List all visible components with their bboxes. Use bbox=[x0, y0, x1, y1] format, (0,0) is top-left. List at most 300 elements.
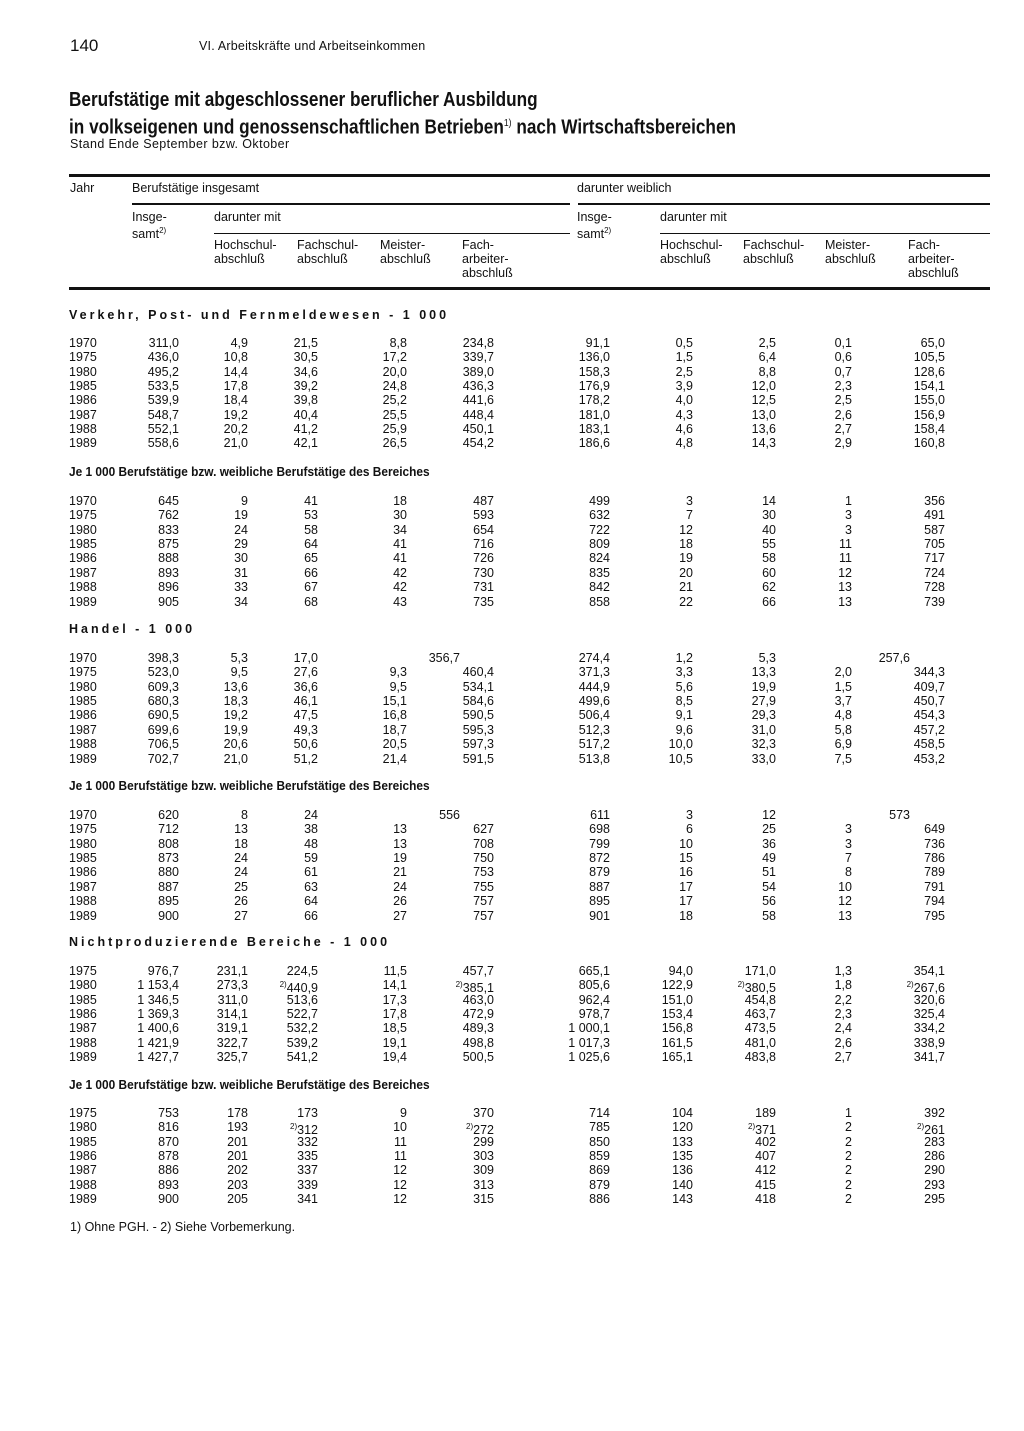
cell-value: 30 bbox=[393, 508, 407, 523]
cell-value: 13 bbox=[234, 822, 248, 837]
cell-value: 27,9 bbox=[751, 694, 776, 708]
cell-value: 58 bbox=[304, 522, 318, 537]
cell-value: 879 bbox=[589, 1177, 610, 1192]
cell-value: 895 bbox=[158, 894, 179, 909]
cell-female-total bbox=[579, 365, 610, 379]
cell-value: 56 bbox=[762, 894, 776, 909]
cell-value: 18,3 bbox=[223, 694, 248, 708]
cell-value: 19 bbox=[234, 508, 248, 523]
cell-value: 900 bbox=[158, 908, 179, 923]
cell-value: 513,8 bbox=[578, 751, 610, 766]
cell-female-total bbox=[568, 1050, 610, 1064]
cell-value: 50,6 bbox=[293, 737, 318, 752]
cell-value: 314,1 bbox=[216, 1007, 248, 1021]
table-row bbox=[0, 665, 1024, 679]
cell-meister bbox=[383, 1007, 407, 1021]
cell-value: 11,5 bbox=[383, 964, 407, 978]
cell-female-facharbeiter bbox=[924, 595, 945, 609]
cell-value: 356,7 bbox=[428, 651, 460, 665]
cell-facharbeiter bbox=[463, 408, 494, 422]
table-row bbox=[0, 1021, 1024, 1035]
footnote-marker-2: 2) bbox=[917, 1122, 925, 1132]
table-row bbox=[0, 523, 1024, 537]
cell-total bbox=[158, 1178, 179, 1192]
cell-value: 5,8 bbox=[834, 722, 852, 737]
cell-value: 21 bbox=[393, 865, 407, 880]
cell-value: 886 bbox=[589, 1192, 610, 1207]
cell-hochschul bbox=[241, 494, 248, 508]
cell-fachschul bbox=[304, 494, 318, 508]
cell-value: 12 bbox=[838, 894, 852, 909]
cell-value: 380,5 bbox=[744, 981, 776, 996]
cell-value: 24 bbox=[393, 879, 407, 894]
cell-female-hochschul bbox=[669, 752, 693, 766]
cell-meister bbox=[393, 523, 407, 537]
cell-value: 19,1 bbox=[382, 1035, 407, 1050]
cell-meister bbox=[383, 1050, 407, 1064]
cell-value: 30 bbox=[762, 508, 776, 523]
cell-value: 21,0 bbox=[223, 751, 248, 766]
cell-value: 61 bbox=[304, 865, 318, 880]
cell-value: 436,3 bbox=[462, 379, 494, 394]
cell-year: 1988 bbox=[69, 422, 97, 437]
cell-value: 627 bbox=[473, 822, 494, 837]
cell-year: 1970 bbox=[69, 651, 97, 665]
cell-hochschul bbox=[234, 822, 248, 836]
cell-value: 30,5 bbox=[293, 350, 318, 365]
cell-value: 517,2 bbox=[578, 737, 610, 752]
cell-female-hochschul bbox=[679, 537, 693, 551]
cell-meister bbox=[383, 737, 407, 751]
cell-value: 816 bbox=[158, 1120, 179, 1135]
cell-female-fachschul bbox=[752, 680, 776, 694]
cell-value: 18,4 bbox=[223, 393, 248, 408]
table-row bbox=[0, 1036, 1024, 1050]
cell-value: 38 bbox=[304, 822, 318, 837]
cell-year: 1987 bbox=[69, 722, 97, 737]
cell-year: 1980 bbox=[69, 978, 97, 993]
cell-value: 1,2 bbox=[675, 651, 693, 665]
cell-value: 311,0 bbox=[217, 992, 248, 1007]
cell-female-hochschul bbox=[662, 1050, 693, 1064]
cell-value: 785 bbox=[589, 1120, 610, 1135]
cell-facharbeiter bbox=[463, 665, 494, 679]
cell-female-fachschul bbox=[762, 865, 776, 879]
cell-value: 135 bbox=[672, 1149, 693, 1163]
cell-value: 34,6 bbox=[293, 364, 318, 379]
cell-value: 12 bbox=[679, 522, 693, 537]
cell-value: 10,5 bbox=[668, 751, 693, 766]
cell-facharbeiter bbox=[463, 752, 494, 766]
section-title: Je 1 000 Berufstätige bzw. weibliche Berufstätige des Bereiches bbox=[69, 779, 430, 793]
cell-total bbox=[148, 723, 179, 737]
cell-value: 8,8 bbox=[758, 364, 776, 379]
cell-value: 65 bbox=[304, 551, 318, 566]
table-row bbox=[0, 978, 1024, 996]
cell-meister bbox=[383, 379, 407, 393]
cell-total bbox=[137, 1021, 179, 1035]
cell-value: 31 bbox=[234, 565, 248, 580]
cell-value: 11 bbox=[394, 1149, 407, 1163]
cell-hochschul bbox=[217, 1007, 248, 1021]
cell-value: 7 bbox=[845, 851, 852, 865]
cell-value: 499 bbox=[589, 494, 610, 508]
cell-female-fachschul bbox=[752, 708, 776, 722]
cell-year: 1986 bbox=[69, 708, 97, 723]
cell-value: 33,0 bbox=[751, 751, 776, 766]
cell-year: 1985 bbox=[69, 379, 97, 394]
cell-value: 724 bbox=[924, 565, 945, 580]
cell-female-hochschul bbox=[679, 851, 693, 865]
cell-female-total bbox=[568, 1036, 610, 1050]
cell-value: 3,3 bbox=[675, 665, 693, 680]
cell-total bbox=[148, 708, 179, 722]
cell-female-facharbeiter bbox=[914, 422, 945, 436]
cell-value: 548,7 bbox=[147, 407, 179, 422]
cell-female-total bbox=[589, 1163, 610, 1177]
cell-facharbeiter bbox=[473, 551, 494, 565]
cell-value: 649 bbox=[924, 822, 945, 837]
cell-hochschul bbox=[224, 393, 248, 407]
cell-value: 3 bbox=[686, 808, 693, 822]
cell-value: 522,7 bbox=[286, 1007, 318, 1021]
cell-female-fachschul bbox=[752, 752, 776, 766]
cell-meister bbox=[393, 880, 407, 894]
cell-female-hochschul bbox=[676, 350, 693, 364]
cell-female-total bbox=[579, 964, 610, 978]
cell-value: 1 017,3 bbox=[568, 1035, 610, 1050]
cell-total bbox=[148, 737, 179, 751]
cell-value: 12 bbox=[393, 1163, 407, 1178]
cell-female-hochschul bbox=[686, 822, 693, 836]
cell-female-facharbeiter bbox=[914, 393, 945, 407]
cell-female-hochschul bbox=[679, 880, 693, 894]
cell-value: 1 153,4 bbox=[137, 978, 179, 993]
cell-female-meister bbox=[835, 694, 852, 708]
running-head: VI. Arbeitskräfte und Arbeitseinkommen bbox=[199, 39, 426, 53]
table-row bbox=[0, 909, 1024, 923]
cell-value: 879 bbox=[589, 865, 610, 880]
cell-female-hochschul bbox=[672, 1192, 693, 1206]
cell-value: 0,6 bbox=[834, 350, 852, 365]
cell-value: 1 421,9 bbox=[137, 1035, 179, 1050]
cell-hochschul bbox=[234, 551, 248, 565]
cell-value: 65,0 bbox=[920, 336, 945, 350]
cell-value: 41 bbox=[393, 537, 407, 551]
cell-value: 789 bbox=[924, 865, 945, 880]
cell-facharbeiter bbox=[429, 651, 460, 665]
cell-female-fachschul bbox=[762, 494, 776, 508]
cell-female-total bbox=[589, 566, 610, 580]
cell-female-hochschul bbox=[672, 1163, 693, 1177]
cell-value: 1 369,3 bbox=[137, 1007, 179, 1021]
cell-value: 895 bbox=[589, 894, 610, 909]
cell-hochschul bbox=[227, 1178, 248, 1192]
cell-value: 962,4 bbox=[578, 992, 610, 1007]
table-row bbox=[0, 1149, 1024, 1163]
cell-facharbeiter bbox=[463, 393, 494, 407]
cell-total bbox=[158, 822, 179, 836]
cell-female-total bbox=[579, 665, 610, 679]
cell-value: 893 bbox=[158, 1177, 179, 1192]
cell-value: 609,3 bbox=[147, 679, 179, 694]
cell-fachschul bbox=[294, 694, 318, 708]
cell-value: 120 bbox=[672, 1120, 693, 1135]
cell-value: 341 bbox=[297, 1192, 318, 1207]
table-row bbox=[0, 595, 1024, 609]
cell-value: 293 bbox=[924, 1177, 945, 1192]
cell-value: 154,1 bbox=[913, 379, 945, 394]
cell-female-hochschul bbox=[679, 551, 693, 565]
cell-fachschul bbox=[287, 1021, 318, 1035]
cell-value: 1 025,6 bbox=[568, 1050, 610, 1065]
cell-female-meister bbox=[835, 680, 852, 694]
table-row bbox=[0, 865, 1024, 879]
cell-value: 654 bbox=[473, 522, 494, 537]
section-title: Verkehr, Post- und Fernmeldewesen - 1 000 bbox=[69, 308, 450, 322]
cell-meister bbox=[383, 422, 407, 436]
cell-value: 203 bbox=[227, 1177, 248, 1192]
cell-value: 32,3 bbox=[751, 737, 776, 752]
cell-value: 67 bbox=[304, 580, 318, 595]
cell-value: 309 bbox=[473, 1163, 494, 1178]
cell-female-meister bbox=[845, 494, 852, 508]
cell-value: 24,8 bbox=[382, 379, 407, 394]
cell-female-hochschul bbox=[679, 566, 693, 580]
cell-female-hochschul bbox=[679, 865, 693, 879]
cell-total bbox=[158, 523, 179, 537]
cell-meister bbox=[393, 566, 407, 580]
cell-female-facharbeiter bbox=[914, 694, 945, 708]
cell-value: 3 bbox=[686, 494, 693, 508]
cell-value: 2 bbox=[845, 1149, 852, 1163]
table-row bbox=[0, 1050, 1024, 1064]
cell-value: 40,4 bbox=[293, 407, 318, 422]
cell-meister bbox=[383, 393, 407, 407]
cell-value: 444,9 bbox=[578, 679, 610, 694]
cell-value: 9 bbox=[400, 1106, 407, 1120]
cell-value: 436,0 bbox=[147, 350, 179, 365]
cell-female-meister bbox=[835, 708, 852, 722]
table-row bbox=[0, 580, 1024, 594]
cell-hochschul bbox=[224, 365, 248, 379]
cell-value: 10 bbox=[393, 1120, 407, 1135]
cell-value: 905 bbox=[158, 594, 179, 609]
cell-hochschul bbox=[218, 993, 248, 1007]
cell-value: 42 bbox=[393, 580, 407, 595]
title-line-2a: in volkseigenen und genossenschaftlichen Betrieben bbox=[69, 116, 504, 139]
cell-year: 1985 bbox=[69, 851, 97, 865]
cell-female-hochschul bbox=[679, 595, 693, 609]
cell-value: 440,9 bbox=[286, 981, 318, 996]
cell-year: 1987 bbox=[69, 1021, 97, 1036]
cell-value: 337 bbox=[297, 1163, 318, 1178]
cell-year: 1987 bbox=[69, 879, 97, 894]
cell-female-hochschul bbox=[672, 1149, 693, 1163]
cell-value: 698 bbox=[589, 822, 610, 837]
cell-female-hochschul bbox=[676, 336, 693, 350]
cell-total bbox=[158, 851, 179, 865]
cell-value: 2,0 bbox=[834, 665, 852, 680]
cell-total bbox=[158, 537, 179, 551]
cell-value: 18 bbox=[234, 836, 248, 851]
cell-value: 0,1 bbox=[834, 336, 852, 350]
cell-fachschul bbox=[297, 1192, 318, 1206]
cell-value: 59 bbox=[304, 851, 318, 865]
cell-value: 534,1 bbox=[462, 679, 494, 694]
cell-value: 299 bbox=[473, 1134, 494, 1149]
cell-value: 39,2 bbox=[293, 379, 318, 394]
cell-facharbeiter bbox=[463, 680, 494, 694]
cell-year: 1985 bbox=[69, 537, 97, 551]
cell-value: 20,5 bbox=[382, 737, 407, 752]
cell-value: 17 bbox=[679, 879, 693, 894]
cell-female-facharbeiter bbox=[924, 508, 945, 522]
table-row bbox=[0, 422, 1024, 436]
cell-year: 1989 bbox=[69, 594, 97, 609]
cell-value: 757 bbox=[473, 894, 494, 909]
cell-value: 19 bbox=[393, 851, 407, 865]
cell-value: 19,2 bbox=[223, 708, 248, 723]
cell-female-facharbeiter bbox=[924, 837, 945, 851]
cell-value: 4,8 bbox=[834, 708, 852, 723]
cell-fachschul bbox=[304, 880, 318, 894]
cell-value: 14,3 bbox=[751, 436, 776, 451]
cell-value: 512,3 bbox=[578, 722, 610, 737]
table-row bbox=[0, 837, 1024, 851]
cell-value: 402 bbox=[755, 1134, 776, 1149]
cell-value: 1 400,6 bbox=[137, 1021, 179, 1036]
cell-value: 20,6 bbox=[223, 737, 248, 752]
footnote-marker-2: 2) bbox=[737, 980, 745, 990]
cell-hochschul bbox=[227, 1120, 248, 1134]
cell-value: 591,5 bbox=[462, 751, 494, 766]
cell-female-total bbox=[589, 523, 610, 537]
cell-value: 49,3 bbox=[293, 722, 318, 737]
cell-value: 12,0 bbox=[751, 379, 776, 394]
cell-value: 19,9 bbox=[751, 679, 776, 694]
cell-female-total bbox=[579, 978, 610, 992]
cell-female-total bbox=[589, 909, 610, 923]
cell-female-fachschul bbox=[762, 909, 776, 923]
cell-value: 151,0 bbox=[661, 992, 693, 1007]
cell-meister bbox=[393, 551, 407, 565]
cell-value: 722 bbox=[589, 522, 610, 537]
cell-value: 665,1 bbox=[578, 964, 610, 978]
cell-value: 487 bbox=[473, 494, 494, 508]
cell-year: 1989 bbox=[69, 908, 97, 923]
cell-value: 481,0 bbox=[744, 1035, 776, 1050]
cell-fachschul bbox=[304, 822, 318, 836]
cell-female-hochschul bbox=[676, 665, 693, 679]
cell-female-total bbox=[589, 1135, 610, 1149]
cell-value: 880 bbox=[158, 865, 179, 880]
cell-hochschul bbox=[227, 1192, 248, 1206]
cell-female-total bbox=[589, 1178, 610, 1192]
header-insgesamt-female: Insge- samt$^{2)}$ bbox=[577, 210, 612, 242]
cell-value: 873 bbox=[158, 851, 179, 865]
cell-female-meister bbox=[835, 723, 852, 737]
cell-value: 21,0 bbox=[223, 436, 248, 451]
cell-total bbox=[137, 1036, 179, 1050]
cell-value: 2,7 bbox=[834, 422, 852, 437]
cell-value: 489,3 bbox=[462, 1021, 494, 1036]
cell-total bbox=[148, 408, 179, 422]
cell-value: 22 bbox=[679, 594, 693, 609]
table-row bbox=[0, 379, 1024, 393]
cell-value: 19,9 bbox=[223, 722, 248, 737]
cell-female-hochschul bbox=[676, 708, 693, 722]
cell-value: 20,2 bbox=[223, 422, 248, 437]
cell-value: 901 bbox=[589, 908, 610, 923]
table-row bbox=[0, 1163, 1024, 1177]
cell-value: 354,1 bbox=[913, 964, 945, 978]
cell-female-total bbox=[586, 336, 610, 350]
cell-female-hochschul bbox=[679, 580, 693, 594]
cell-value: 385,1 bbox=[462, 981, 494, 996]
cell-value: 458,5 bbox=[913, 737, 945, 752]
cell-female-facharbeiter bbox=[924, 566, 945, 580]
cell-total bbox=[148, 393, 179, 407]
cell-value: 463,7 bbox=[744, 1007, 776, 1021]
cell-hochschul bbox=[231, 336, 248, 350]
cell-value: 311,0 bbox=[148, 336, 179, 350]
cell-female-meister bbox=[839, 537, 852, 551]
cell-hochschul bbox=[217, 978, 248, 992]
cell-value: 2,6 bbox=[834, 407, 852, 422]
cell-facharbeiter bbox=[463, 422, 494, 436]
cell-value: 10 bbox=[679, 836, 693, 851]
cell-total bbox=[137, 978, 179, 992]
cell-female-facharbeiter bbox=[914, 408, 945, 422]
cell-value: 6,4 bbox=[758, 350, 776, 365]
cell-fachschul bbox=[287, 964, 318, 978]
cell-facharbeiter bbox=[473, 837, 494, 851]
cell-value: 762 bbox=[158, 508, 179, 523]
cell-value: 189 bbox=[755, 1106, 776, 1120]
cell-facharbeiter bbox=[463, 993, 494, 1007]
cell-meister bbox=[393, 1163, 407, 1177]
cell-female-fachschul bbox=[755, 1106, 776, 1120]
cell-value: 0,7 bbox=[834, 364, 852, 379]
cell-value: 6,9 bbox=[834, 737, 852, 752]
cell-female-hochschul bbox=[662, 1007, 693, 1021]
cell-female-facharbeiter bbox=[924, 551, 945, 565]
cell-value: 33 bbox=[234, 580, 248, 595]
cell-value: 4,9 bbox=[230, 336, 248, 350]
cell-value: 14 bbox=[762, 494, 776, 508]
cell-year: 1986 bbox=[69, 1007, 97, 1021]
cell-female-fachschul bbox=[762, 822, 776, 836]
cell-year: 1970 bbox=[69, 808, 97, 822]
cell-facharbeiter bbox=[463, 1021, 494, 1035]
cell-fachschul bbox=[294, 379, 318, 393]
cell-value: 757 bbox=[473, 908, 494, 923]
cell-value: 290 bbox=[924, 1163, 945, 1178]
cell-value: 183,1 bbox=[578, 422, 610, 437]
table-row bbox=[0, 737, 1024, 751]
cell-value: 730 bbox=[473, 565, 494, 580]
cell-value: 539,9 bbox=[147, 393, 179, 408]
cell-value: 16,8 bbox=[382, 708, 407, 723]
cell-female-fachschul bbox=[762, 851, 776, 865]
cell-value: 755 bbox=[473, 879, 494, 894]
cell-female-facharbeiter bbox=[924, 1192, 945, 1206]
cell-value: 338,9 bbox=[913, 1035, 945, 1050]
cell-female-total bbox=[579, 752, 610, 766]
cell-female-fachschul bbox=[755, 1149, 776, 1163]
cell-value: 13,6 bbox=[223, 679, 248, 694]
